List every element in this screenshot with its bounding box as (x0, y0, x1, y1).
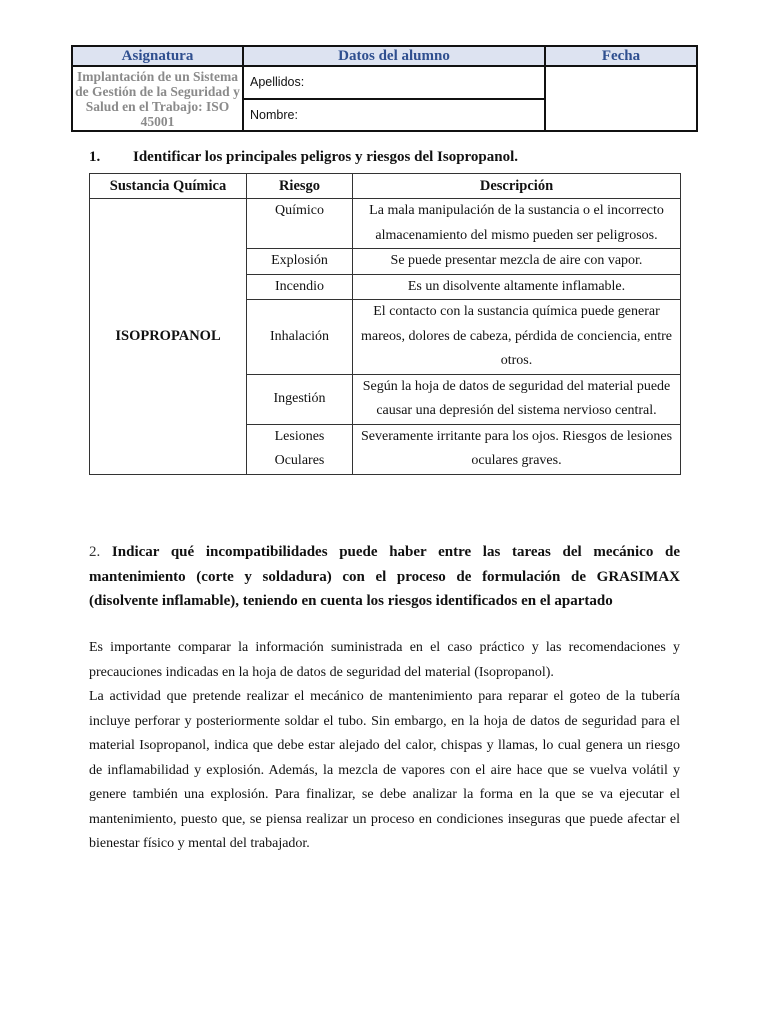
risk-cell: Incendio (247, 274, 353, 300)
risk-cell: Lesiones Oculares (247, 424, 353, 474)
date-field[interactable] (545, 66, 697, 131)
description-cell: Es un disolvente altamente inflamable. (353, 274, 681, 300)
header-date-title: Fecha (545, 46, 697, 66)
th-risk: Riesgo (247, 174, 353, 199)
description-cell: Se puede presentar mezcla de aire con vapor. (353, 249, 681, 275)
substance-cell: ISOPROPANOL (90, 199, 247, 475)
header-student-title: Datos del alumno (243, 46, 545, 66)
th-substance: Sustancia Química (90, 174, 247, 199)
description-cell: Según la hoja de datos de seguridad del material puede causar una depresión del sistema nervioso central. (353, 374, 681, 424)
answer-paragraph-2: La actividad que pretende realizar el mecánico de mantenimiento para reparar el goteo de la tubería incluye perforar y posteriormente soldar el tubo. Sin embargo, en la hoja de datos de seguridad para el material Isopropanol, indica que debe estar alejado del calor, chispas y llamas, lo cual genera un riesgo de inflamabilidad y explosión. Además, la mezcla de vapores con el aire hace que se vuelva volátil y genere también una explosión. Para finalizar, se debe analizar la forma en la que se va ejecutar el mantenimiento, puesto que, se piensa realizar un proceso en condiciones inseguras que puede afectar el bienestar físico y mental del trabajador. (89, 689, 680, 851)
header-table (71, 45, 698, 132)
description-cell: Severamente irritante para los ojos. Riesgos de lesiones oculares graves. (353, 424, 681, 474)
subject-value: Implantación de un Sistema de Gestión de la Seguridad y Salud en el Trabajo: ISO 45001 (72, 66, 243, 131)
answer-paragraph-1: Es importante comparar la información suministrada en el caso práctico y las recomendaciones y precauciones indicadas en la hoja de datos de seguridad del material (Isopropanol). (89, 640, 680, 680)
question-1-text: Identificar los principales peligros y riesgos del Isopropanol. (133, 149, 519, 165)
question-2-text: Indicar qué incompatibilidades puede haber entre las tareas del mecánico de mantenimiento (corte y soldadura) con el proceso de formulación de GRASIMAX (disolvente inflamable), teniendo en cuenta los riesgos identificados en el apartado (89, 544, 681, 609)
question-2 (89, 540, 680, 614)
risk-cell: Ingestión (247, 374, 353, 424)
answer-text (89, 636, 680, 857)
description-cell: La mala manipulación de la sustancia o el incorrecto almacenamiento del mismo pueden ser peligrosos. (353, 199, 681, 249)
question-2-number: 2. (89, 544, 101, 560)
apellidos-field[interactable]: Apellidos: (243, 66, 545, 99)
header-subject-title: Asignatura (72, 46, 243, 66)
nombre-field[interactable]: Nombre: (243, 99, 545, 132)
table-row (90, 199, 681, 249)
question-1-number: 1. (89, 149, 101, 165)
risk-cell: Explosión (247, 249, 353, 275)
table-header-row (90, 174, 681, 199)
th-description: Descripción (353, 174, 681, 199)
risk-cell: Químico (247, 199, 353, 249)
description-cell: El contacto con la sustancia química puede generar mareos, dolores de cabeza, pérdida de conciencia, entre otros. (353, 300, 681, 375)
hazards-table (89, 173, 681, 475)
risk-cell: Inhalación (247, 300, 353, 375)
question-1 (89, 149, 518, 166)
